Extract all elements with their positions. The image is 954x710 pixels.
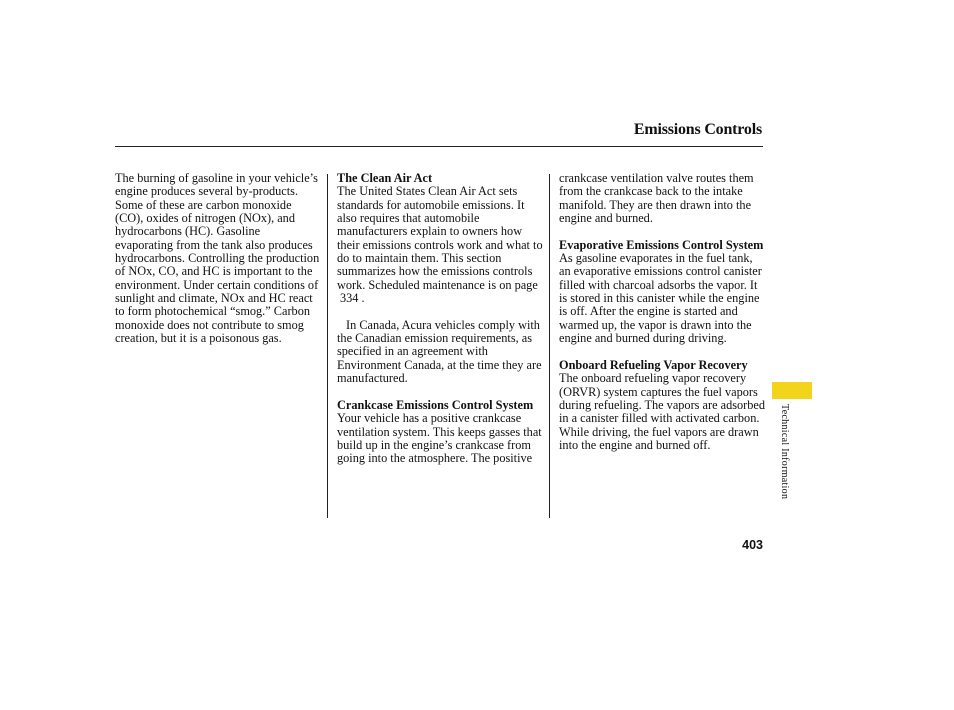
title-rule (115, 146, 763, 147)
orvr-text: The onboard refueling vapor recovery (ORVR) system captures the fuel vapors during refueling. The vapors are adsorbed in a canister filled with activated carbon. While driving, the fuel vapors are drawn into the engine and burned off. (559, 371, 766, 452)
intro-paragraph: The burning of gasoline in your vehicle’s engine produces several by-products. Some of these are carbon monoxide (CO), oxides of nitrogen (NOx), and hydrocarbons (HC). Gasoline evaporating from the tank also produces hydrocarbons. Controlling the production of NOx, CO, and HC is important to the environment. Under certain conditions of sunlight and climate, NOx and HC react to form photochemical “smog.” Carbon monoxide does not contribute to smog creation, but it is a poisonous gas. (115, 171, 320, 346)
orvr-heading: Onboard Refueling Vapor Recovery (559, 357, 748, 372)
column-3 (559, 172, 765, 452)
evaporative-heading: Evaporative Emissions Control System (559, 237, 764, 252)
page-reference: 334 . (340, 291, 365, 306)
page-title: Emissions Controls (633, 121, 762, 138)
column-divider-1 (327, 174, 328, 518)
section-tab-marker (772, 382, 812, 399)
crankcase-text: Your vehicle has a positive crankcase ventilation system. This keeps gasses that build up in the engine’s crankcase from going into the atmosphere. The positive (337, 411, 542, 466)
page-number: 403 (742, 538, 763, 552)
evaporative-text: As gasoline evaporates in the fuel tank, an evaporative emissions control canister filled with charcoal adsorbs the vapor. It is stored in this canister while the engine is off. After the engine is started and warmed up, the vapor is drawn into the engine and burned during driving. (559, 251, 762, 346)
canada-text: In Canada, Acura vehicles comply with the Canadian emission requirements, as specified in an agreement with Environment Canada, at the time they are manufactured. (337, 317, 542, 386)
column-1 (115, 172, 321, 345)
clean-air-act-heading: The Clean Air Act (337, 171, 433, 185)
clean-air-act-text: The United States Clean Air Act sets standards for automobile emissions. It also requires that automobile manufacturers explain to owners how their emissions controls work and what to do to maintain them. This section summarizes how the emissions controls work. Scheduled maintenance is on page (337, 184, 543, 292)
column-divider-2 (549, 174, 550, 518)
crankcase-continued: crankcase ventilation valve routes them from the crankcase back to the intake manifold. They are then drawn into the engine and burned. (559, 171, 754, 226)
column-2 (337, 172, 543, 466)
section-tab-label: Technical Information (779, 404, 790, 500)
crankcase-heading: Crankcase Emissions Control System (337, 397, 534, 412)
